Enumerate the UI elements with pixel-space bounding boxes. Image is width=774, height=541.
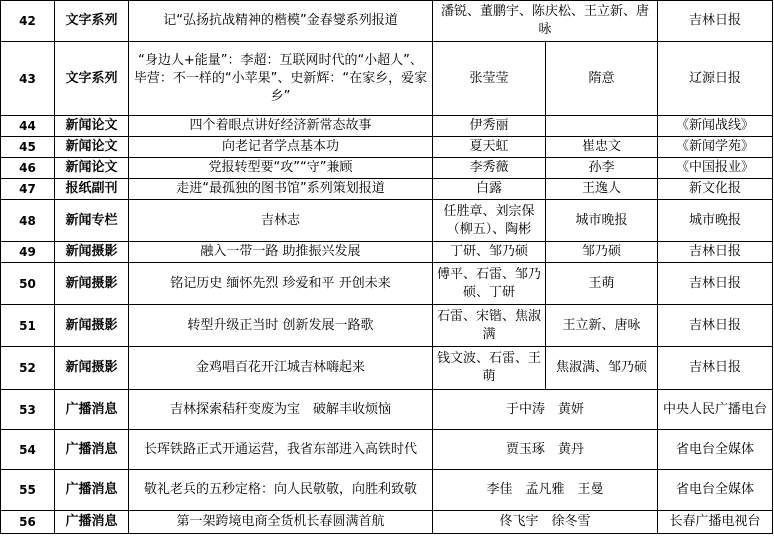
table-row — [1, 305, 773, 347]
authors-cell: 钱文波、石雷、王萌 — [433, 347, 546, 390]
table-row — [1, 263, 773, 305]
category-cell: 新闻摄影 — [55, 242, 129, 263]
unit-cell: 新文化报 — [658, 179, 773, 200]
editors-cell: 城市晚报 — [546, 200, 658, 242]
title-cell: 转型升级正当时 创新发展一路歌 — [129, 305, 433, 347]
table-row — [1, 242, 773, 263]
category-cell: 新闻专栏 — [55, 200, 129, 242]
row-number: 51 — [1, 305, 55, 347]
category-cell: 新闻摄影 — [55, 263, 129, 305]
table-row — [1, 137, 773, 158]
table-row — [1, 347, 773, 390]
category-cell: 新闻论文 — [55, 137, 129, 158]
editors-cell: 王萌 — [546, 263, 658, 305]
category-cell: 新闻摄影 — [55, 305, 129, 347]
editors-cell: 王逸人 — [546, 179, 658, 200]
editors-cell: 焦淑满、邹乃硕 — [546, 347, 658, 390]
authors-cell: 丁研、邹乃硕 — [433, 242, 546, 263]
row-number: 54 — [1, 430, 55, 470]
table-row — [1, 116, 773, 137]
title-cell: 党报转型要“攻”“守”兼顾 — [129, 158, 433, 179]
row-number: 50 — [1, 263, 55, 305]
table-row — [1, 470, 773, 511]
title-cell: 敬礼老兵的五秒定格：向人民敬敬，向胜利致敬 — [129, 470, 433, 511]
title-cell: 向老记者学点基本功 — [129, 137, 433, 158]
authors-cell: 李佳 孟凡雅 王曼 — [433, 470, 658, 511]
category-cell: 文字系列 — [55, 1, 129, 42]
title-cell: 长珲铁路正式开通运营，我省东部进入高铁时代 — [129, 430, 433, 470]
authors-cell: 夏天虹 — [433, 137, 546, 158]
row-number: 53 — [1, 390, 55, 430]
unit-cell: 中央人民广播电台 — [658, 390, 773, 430]
row-number: 47 — [1, 179, 55, 200]
category-cell: 新闻论文 — [55, 158, 129, 179]
table-row — [1, 42, 773, 116]
unit-cell: 吉林日报 — [658, 305, 773, 347]
unit-cell: 吉林日报 — [658, 347, 773, 390]
category-cell: 报纸副刊 — [55, 179, 129, 200]
authors-cell: 任胜章、刘宗保（柳五）、陶彬 — [433, 200, 546, 242]
table-row — [1, 511, 773, 534]
unit-cell: 省电台全媒体 — [658, 470, 773, 511]
editors-cell: 王立新、唐咏 — [546, 305, 658, 347]
authors-cell: 石雷、宋锴、焦淑满 — [433, 305, 546, 347]
category-cell: 文字系列 — [55, 42, 129, 116]
authors-cell: 白露 — [433, 179, 546, 200]
unit-cell: 《新闻战线》 — [658, 116, 773, 137]
title-cell: 走进“最孤独的图书馆”系列策划报道 — [129, 179, 433, 200]
row-number: 42 — [1, 1, 55, 42]
title-cell: 铭记历史 缅怀先烈 珍爱和平 开创未来 — [129, 263, 433, 305]
authors-cell: 伊秀丽 — [433, 116, 546, 137]
table-row — [1, 1, 773, 42]
authors-cell: 贾玉琢 黄丹 — [433, 430, 658, 470]
row-number: 55 — [1, 470, 55, 511]
editors-cell — [546, 116, 658, 137]
authors-cell: 佟飞宇 徐冬雪 — [433, 511, 658, 534]
editors-cell: 崔忠文 — [546, 137, 658, 158]
row-number: 56 — [1, 511, 55, 534]
awards-table-body — [1, 1, 773, 534]
row-number: 44 — [1, 116, 55, 137]
title-cell: 金鸡唱百花开江城吉林嗨起来 — [129, 347, 433, 390]
table-row — [1, 158, 773, 179]
row-number: 52 — [1, 347, 55, 390]
title-cell: 第一架跨境电商全货机长春圆满首航 — [129, 511, 433, 534]
category-cell: 广播消息 — [55, 390, 129, 430]
table-row — [1, 179, 773, 200]
editors-cell: 邹乃硕 — [546, 242, 658, 263]
table-row — [1, 200, 773, 242]
category-cell: 广播消息 — [55, 430, 129, 470]
title-cell: “身边人+能量”：李超：互联网时代的“小超人”、毕营：不一样的“小苹果”、史新辉：“在家乡，爱家乡” — [129, 42, 433, 116]
unit-cell: 《中国报业》 — [658, 158, 773, 179]
unit-cell: 吉林日报 — [658, 263, 773, 305]
title-cell: 吉林探索秸秆变废为宝 破解丰收烦恼 — [129, 390, 433, 430]
editors-cell: 孙李 — [546, 158, 658, 179]
unit-cell: 长春广播电视台 — [658, 511, 773, 534]
title-cell: 融入一带一路 助推振兴发展 — [129, 242, 433, 263]
unit-cell: 省电台全媒体 — [658, 430, 773, 470]
authors-cell: 李秀薇 — [433, 158, 546, 179]
authors-cell: 于中涛 黄妍 — [433, 390, 658, 430]
title-cell: 吉林志 — [129, 200, 433, 242]
category-cell: 广播消息 — [55, 470, 129, 511]
editors-cell: 隋意 — [546, 42, 658, 116]
authors-cell: 潘锐、董鹏宇、陈庆松、王立新、唐咏 — [433, 1, 658, 42]
authors-cell: 傅平、石雷、邹乃硕、丁研 — [433, 263, 546, 305]
title-cell: 记“弘扬抗战精神的楷模”金春燮系列报道 — [129, 1, 433, 42]
unit-cell: 《新闻学苑》 — [658, 137, 773, 158]
category-cell: 新闻摄影 — [55, 347, 129, 390]
authors-cell: 张莹莹 — [433, 42, 546, 116]
table-row — [1, 430, 773, 470]
unit-cell: 辽源日报 — [658, 42, 773, 116]
unit-cell: 吉林日报 — [658, 1, 773, 42]
row-number: 49 — [1, 242, 55, 263]
category-cell: 新闻论文 — [55, 116, 129, 137]
unit-cell: 吉林日报 — [658, 242, 773, 263]
row-number: 48 — [1, 200, 55, 242]
unit-cell: 城市晚报 — [658, 200, 773, 242]
table-row — [1, 390, 773, 430]
title-cell: 四个着眼点讲好经济新常态故事 — [129, 116, 433, 137]
row-number: 45 — [1, 137, 55, 158]
row-number: 46 — [1, 158, 55, 179]
row-number: 43 — [1, 42, 55, 116]
category-cell: 广播消息 — [55, 511, 129, 534]
